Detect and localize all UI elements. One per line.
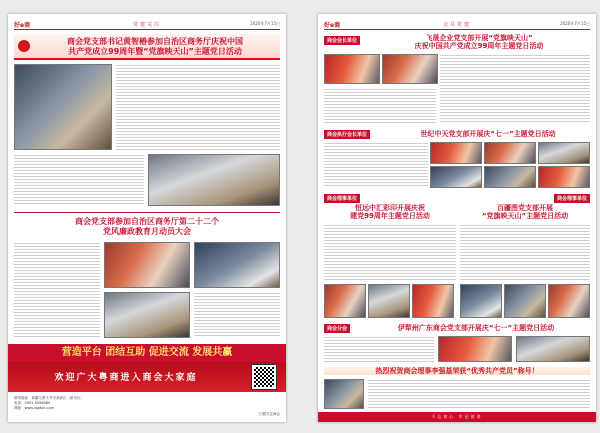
page-header xyxy=(14,20,280,30)
divider xyxy=(14,212,280,213)
article-photo xyxy=(538,142,590,164)
article-body-text xyxy=(324,88,436,124)
article-photo xyxy=(324,284,366,318)
welcome-banner xyxy=(8,362,286,392)
qr-caption: 扫描关注商会 xyxy=(259,412,280,416)
article-photo xyxy=(430,166,482,188)
article-body-text xyxy=(14,154,144,206)
article-photo xyxy=(104,242,190,288)
article-photo xyxy=(382,54,438,84)
article-photo xyxy=(148,154,280,206)
section-title: 会员党建 xyxy=(442,22,471,28)
page-header xyxy=(324,20,590,30)
article-photo xyxy=(538,166,590,188)
article-body-text xyxy=(324,336,434,362)
article-photo xyxy=(460,284,502,318)
article-photo xyxy=(484,142,536,164)
footer-band: 不忘初心 牢记使命 xyxy=(318,412,596,422)
article-photo xyxy=(548,284,590,318)
member-tag: 商会执行会长单位 xyxy=(324,130,370,139)
article-photo xyxy=(516,336,590,362)
slogan-banner: 营造平台 团结互助 促进交流 发展共赢 xyxy=(8,344,286,362)
article-body-text xyxy=(324,224,456,282)
brand-logo: 好e商 xyxy=(324,22,341,29)
article-body-text xyxy=(324,142,428,188)
article-body-text xyxy=(116,64,280,150)
article-photo xyxy=(430,142,482,164)
article-body-text xyxy=(460,224,590,282)
article-body-text xyxy=(440,54,590,124)
article-banner xyxy=(14,34,280,60)
member-tag: 商会会长单位 xyxy=(324,36,360,45)
member-tag: 商会理事单位 xyxy=(324,194,360,203)
issue-date: 2020年7月15日 xyxy=(250,21,280,26)
article-title: 世纪中天党支部开展庆“七一”主题党日活动 xyxy=(420,130,556,138)
article-title: 飞晟企业党支部开展“党旗映天山” 庆祝中国共产党成立99周年主题党日活动 xyxy=(414,34,544,51)
article-photo xyxy=(438,336,512,362)
article-photo xyxy=(368,284,410,318)
article-title: 恒远中汇彩印开展庆祝 建党99周年主题党日活动 xyxy=(350,204,430,221)
article-photo xyxy=(14,64,112,150)
article-photo xyxy=(504,284,546,318)
right-page xyxy=(318,14,596,422)
party-emblem-icon xyxy=(18,40,30,52)
issue-date: 2020年7月15日 xyxy=(560,21,590,26)
article-title: 热烈祝贺商会理事李强基荣获“优秀共产党员”称号！ xyxy=(324,367,590,375)
welcome-text: 欢迎广大粤商进入商会大家庭 xyxy=(54,373,198,383)
article-title: 伊犁州广东商会党支部开展庆“七一”主题党日活动 xyxy=(397,324,555,332)
contact-info: 联络地址：新疆乌鲁木齐市高新区（新市区） 电话：0991-5596080 网址：www.xjgdsh.com xyxy=(14,396,84,410)
member-tag: 商会分会 xyxy=(324,324,350,333)
article-photo xyxy=(324,54,380,84)
member-tag: 商会理事单位 xyxy=(554,194,590,203)
article-body-text xyxy=(368,379,590,409)
article-body-text xyxy=(194,292,280,338)
article-title: 百疆图党支部开展 “党旗映天山”主题党日活动 xyxy=(481,204,569,221)
article-photo xyxy=(194,242,280,288)
section-title: 党建关注 xyxy=(132,22,161,28)
article-photo xyxy=(104,292,190,338)
article-photo xyxy=(412,284,454,318)
left-page xyxy=(8,14,286,422)
article-photo xyxy=(484,166,536,188)
article-title: 商会党支部参加自治区商务厅第二十二个 党风廉政教育月动员大会 xyxy=(75,217,219,236)
article-title: 商会党支部书记黄智椿参加自治区商务厅庆祝中国 共产党成立99周年暨“党旗映天山”主题党日活动 xyxy=(67,37,243,56)
qr-code-icon xyxy=(252,365,276,389)
article-body-text xyxy=(14,242,100,338)
article-photo xyxy=(324,379,364,409)
brand-logo: 好e商 xyxy=(14,22,31,29)
